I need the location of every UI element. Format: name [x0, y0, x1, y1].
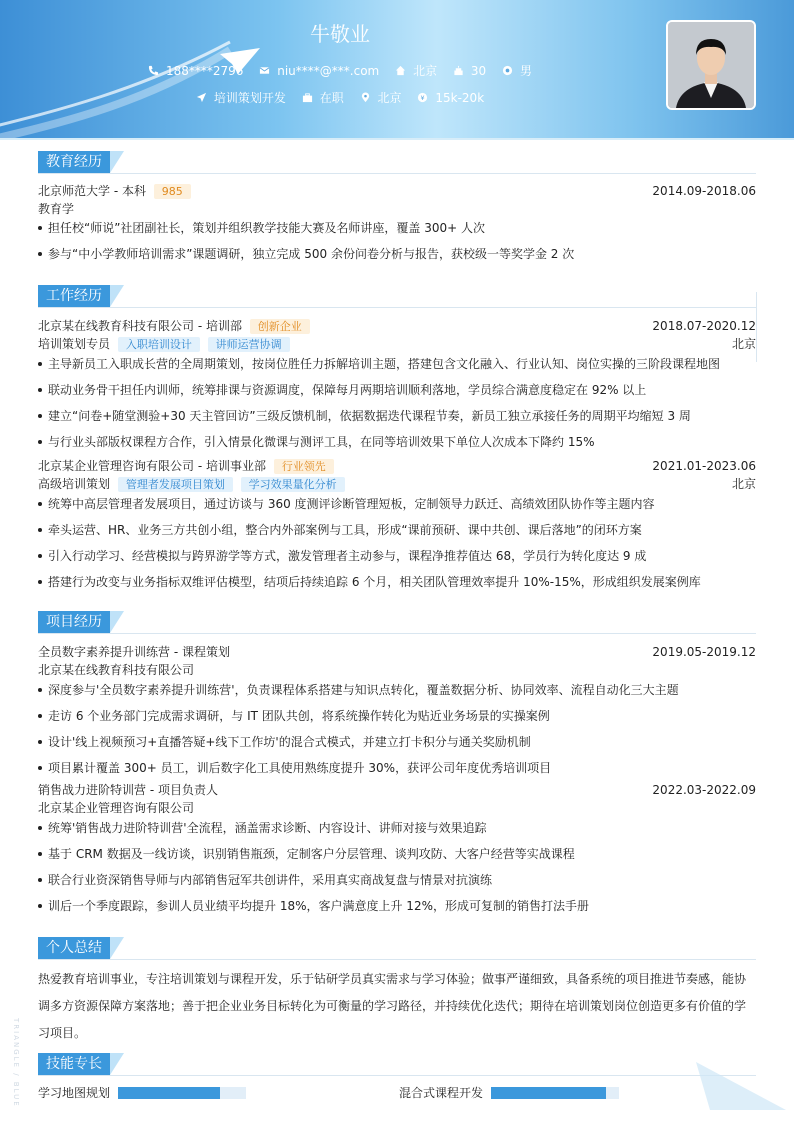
projects-section: [38, 611, 756, 923]
job-tag: 学习效果量化分析: [241, 477, 345, 492]
list-item: 统筹'销售战力进阶特训营'全流程，涵盖需求诊断、内容设计、讲师对接与效果追踪: [38, 819, 756, 837]
skill-bar: [118, 1087, 246, 1099]
education-date: 2014.09-2018.06: [652, 184, 756, 198]
job-city: 北京: [731, 477, 756, 491]
job-role: 培训策划专员: [38, 337, 111, 351]
skills-section: [38, 1053, 756, 1113]
cake-icon: [453, 65, 464, 76]
skills-section-title: [38, 1053, 756, 1076]
education-title: 教育经历: [38, 151, 110, 173]
triangle-decoration: [696, 1062, 786, 1112]
summary-section-title: [38, 937, 756, 960]
list-item: 引入行动学习、经营模拟与跨界游学等方式，激发管理者主动参与，课程净推荐值达 68，学员行为转化度达 9 成: [38, 547, 756, 565]
send-icon: [196, 92, 207, 103]
money-icon: [417, 92, 428, 103]
person-portrait-icon: [668, 22, 754, 108]
contact-line: [0, 62, 680, 79]
briefcase-icon: [302, 92, 313, 103]
gender-info: [502, 62, 532, 79]
city-info: [395, 62, 437, 79]
home-icon: [395, 65, 406, 76]
page-edge-line: [756, 292, 757, 362]
target-city-text: 北京: [377, 91, 402, 105]
list-item: 走访 6 个业务部门完成需求调研，与 IT 团队共创，将系统操作转化为贴近业务场景的实操案例: [38, 707, 756, 725]
job-heading: [38, 317, 756, 335]
job-tag: 入职培训设计: [118, 337, 200, 352]
title-triangle-decoration: [110, 151, 124, 173]
company-name: 北京某在线教育科技有限公司 - 培训部: [38, 319, 242, 333]
list-item: 联合行业资深销售导师与内部销售冠军共创讲件，采用真实商战复盘与情景对抗演练: [38, 871, 756, 889]
header-bottom-band: [0, 138, 794, 140]
location-pin-icon: [360, 92, 371, 103]
job-role-row: [38, 335, 756, 353]
email-info: [259, 64, 379, 78]
job-tag: 讲师运营协调: [208, 337, 290, 352]
target-city-info: [360, 89, 402, 106]
list-item: 牵头运营、HR、业务三方共创小组，整合内外部案例与工具，形成“课前预研、课中共创、课后落地”的闭环方案: [38, 521, 756, 539]
job-role-row: [38, 475, 756, 493]
email-text: niu****@***.com: [277, 63, 380, 78]
list-item: 建立“问卷+随堂测验+30 天主管回访”三级反馈机制，依据数据迭代课程节奏，新员工独立承接任务的周期平均缩短 3 周: [38, 407, 756, 425]
job-city: 北京: [731, 337, 756, 351]
svg-text:¥: ¥: [420, 93, 425, 102]
education-bullets: [38, 219, 756, 263]
list-item: 基于 CRM 数据及一线访谈，识别销售瓶颈，定制客户分层管理、谈判攻防、大客户经营等实战课程: [38, 845, 756, 863]
skills-title: 技能专长: [38, 1053, 110, 1075]
project-bullets: [38, 681, 756, 777]
phone-text: 188****2796: [165, 63, 244, 78]
education-major: 教育学: [38, 202, 75, 216]
work-section: [38, 285, 756, 599]
job-date: 2021.01-2023.06: [652, 459, 756, 473]
skill-bar-fill: [491, 1087, 606, 1099]
phone-info: [148, 64, 243, 78]
project-name: 销售战力进阶特训营 - 项目负责人: [38, 783, 218, 797]
age-info: [453, 64, 486, 78]
skill-name: 混合式课程开发: [399, 1086, 484, 1100]
project-name: 全员数字素养提升训练营 - 课程策划: [38, 645, 230, 659]
list-item: 联动业务骨干担任内训师，统筹排课与资源调度，保障每月两期培训顺利落地，学员综合满意度稳定在 92% 以上: [38, 381, 756, 399]
mail-icon: [259, 65, 270, 76]
phone-icon: [148, 65, 159, 76]
work-section-title: [38, 285, 756, 308]
job-role: 高级培训策划: [38, 477, 111, 491]
summary-section: [38, 937, 756, 1047]
list-item: 统筹中高层管理者发展项目，通过访谈与 360 度测评诊断管理短板，定制领导力跃迁、高绩效团队协作等主题内容: [38, 495, 756, 513]
list-item: 训后一个季度跟踪，参训人员业绩平均提升 18%，客户满意度上升 12%，形成可复制的销售打法手册: [38, 897, 756, 915]
job-intention-line: [0, 89, 680, 106]
avatar-photo: [666, 20, 756, 110]
salary-text: 15k-20k: [435, 90, 485, 105]
title-triangle-decoration: [110, 285, 124, 307]
project-heading: [38, 781, 756, 799]
target-job-info: [196, 89, 286, 106]
list-item: 参与“中小学教师培训需求”课题调研，独立完成 500 余份问卷分析与报告，获校级一等奖学金 2 次: [38, 245, 756, 263]
target-job-text: 培训策划开发: [213, 91, 286, 105]
gender-icon: [502, 65, 513, 76]
summary-title: 个人总结: [38, 937, 110, 959]
title-triangle-decoration: [110, 937, 124, 959]
company-badge: 创新企业: [250, 319, 310, 334]
title-triangle-decoration: [110, 611, 124, 633]
gender-text: 男: [520, 64, 533, 78]
project-date: 2019.05-2019.12: [652, 645, 756, 659]
projects-section-title: [38, 611, 756, 634]
list-item: 设计'线上视频预习+直播答疑+线下工作坊'的混合式模式，并建立打卡积分与通关奖励机制: [38, 733, 756, 751]
work-title: 工作经历: [38, 285, 110, 307]
skill-bar: [491, 1087, 619, 1099]
company-badge: 行业领先: [274, 459, 334, 474]
project-org: 北京某企业管理咨询有限公司: [38, 801, 195, 815]
status-info: [302, 89, 344, 106]
company-name: 北京某企业管理咨询有限公司 - 培训事业部: [38, 459, 266, 473]
list-item: 与行业头部版权课程方合作，引入情景化微课与测评工具，在同等培训效果下单位人次成本下降约 15%: [38, 433, 756, 451]
title-triangle-decoration: [110, 1053, 124, 1075]
project-bullets: [38, 819, 756, 915]
age-text: 30: [470, 63, 487, 78]
project-date: 2022.03-2022.09: [652, 783, 756, 797]
job-heading: [38, 457, 756, 475]
list-item: 主导新员工入职成长营的全周期策划，按岗位胜任力拆解培训主题，搭建包含文化融入、行业认知、岗位实操的三阶段课程地图: [38, 355, 756, 373]
job-bullets: [38, 495, 756, 591]
job-date: 2018.07-2020.12: [652, 319, 756, 333]
candidate-name: 牛敬业: [310, 22, 370, 46]
list-item: 搭建行为改变与业务指标双维评估模型，结项后持续追踪 6 个月，相关团队管理效率提升 10%-15%，形成组织发展案例库: [38, 573, 756, 591]
list-item: 担任校“师说”社团副社长，策划并组织教学技能大赛及名师讲座，覆盖 300+ 人次: [38, 219, 756, 237]
education-heading: [38, 182, 756, 200]
status-text: 在职: [319, 91, 344, 105]
education-section-title: [38, 151, 756, 174]
skill-name: 学习地图规划: [38, 1086, 111, 1100]
job-tag: 管理者发展项目策划: [118, 477, 233, 492]
list-item: 项目累计覆盖 300+ 员工，训后数字化工具使用熟练度提升 30%，获评公司年度优秀培训项目: [38, 759, 756, 777]
job-bullets: [38, 355, 756, 451]
summary-text: 热爱教育培训事业，专注培训策划与课程开发，乐于钻研学员真实需求与学习体验；做事严谨细致，具备系统的项目推进节奏感，能协调多方资源保障方案落地；善于把企业业务目标转化为可衡量的学习路径，并持续优化迭代；期待在培训策划岗位创造更多有价值的学习项目。: [38, 972, 747, 1040]
list-item: 深度参与'全员数字素养提升训练营'，负责课程体系搭建与知识点转化，覆盖数据分析、协同效率、流程自动化三大主题: [38, 681, 756, 699]
skill-bar-fill: [118, 1087, 220, 1099]
project-heading: [38, 643, 756, 661]
school-name: 北京师范大学 - 本科: [38, 184, 146, 198]
side-decoration-text: TRIANGLE / BLUE: [12, 1018, 20, 1108]
education-section: [38, 151, 756, 271]
school-badge: 985: [154, 184, 191, 199]
city-text: 北京: [413, 64, 438, 78]
projects-title: 项目经历: [38, 611, 110, 633]
resume-header: [0, 0, 794, 140]
salary-info: [417, 91, 484, 105]
project-org: 北京某在线教育科技有限公司: [38, 663, 195, 677]
